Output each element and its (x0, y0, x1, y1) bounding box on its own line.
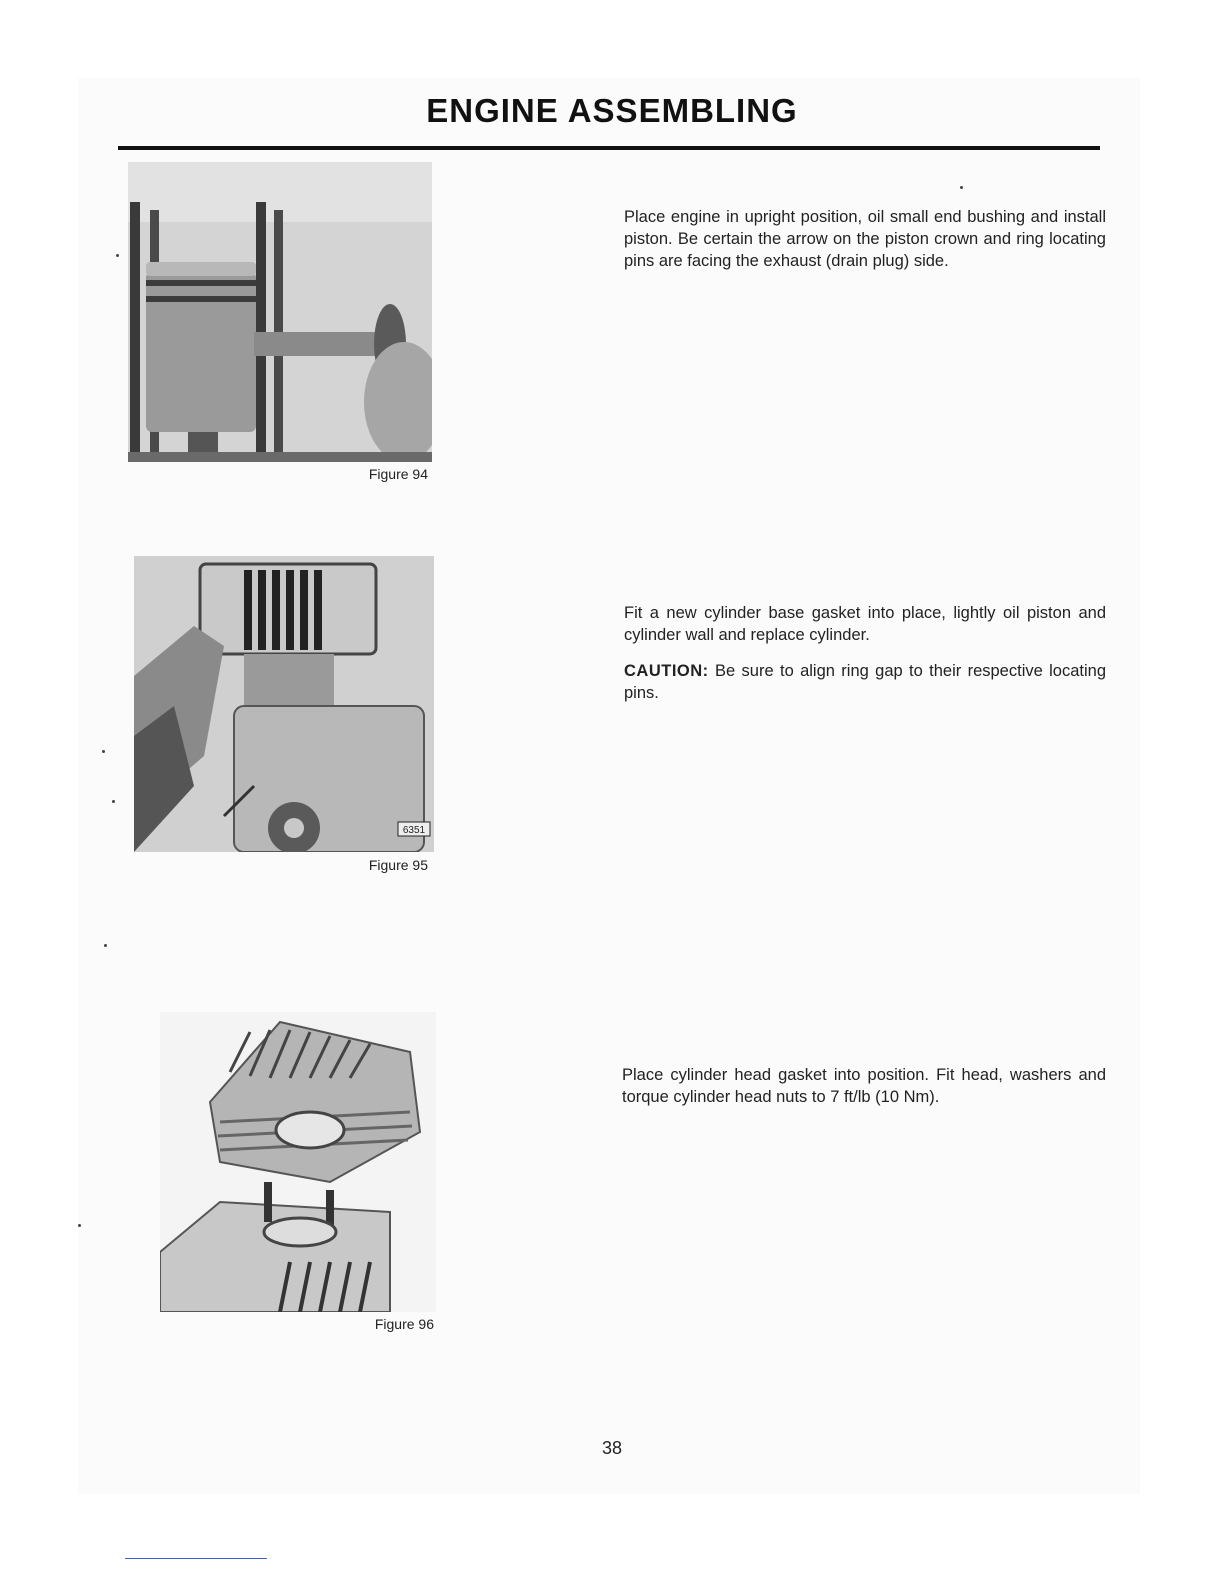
figure-95-photo (134, 556, 434, 852)
figure-96-photo (160, 1012, 436, 1312)
scan-speck (112, 800, 115, 803)
figure-95-tag: 6351 (402, 825, 426, 836)
page-number: 38 (601, 1438, 623, 1458)
section-1-text: Place engine in upright position, oil small end bushing and install piston. Be certain the arrow on the piston crown and ring locating pins are facing the exhaust (drain plug) side. (624, 208, 1106, 270)
scan-speck (960, 186, 963, 189)
scan-speck (104, 944, 107, 947)
section-2-caution (624, 660, 1106, 704)
footer-link-underline (125, 1558, 267, 1559)
scan-speck (102, 750, 105, 753)
scan-speck (116, 254, 119, 257)
scan-speck (78, 1224, 81, 1227)
page-title: ENGINE ASSEMBLING (426, 92, 798, 129)
caution-label: CAUTION: (624, 662, 709, 680)
figure-96-caption: Figure 96 (374, 1316, 434, 1332)
figure-94-photo (128, 162, 432, 462)
figure-94-caption: Figure 94 (368, 466, 428, 482)
section-3-text: Place cylinder head gasket into position. Fit head, washers and torque cylinder head nuts to 7 ft/lb (10 Nm). (622, 1066, 1106, 1106)
figure-95-caption: Figure 95 (368, 857, 428, 873)
caution-text: Be sure to align ring gap to their respective locating pins. (624, 662, 1106, 702)
title-rule (118, 146, 1100, 150)
section-2-text: Fit a new cylinder base gasket into place, lightly oil piston and cylinder wall and replace cylinder. (624, 604, 1106, 644)
